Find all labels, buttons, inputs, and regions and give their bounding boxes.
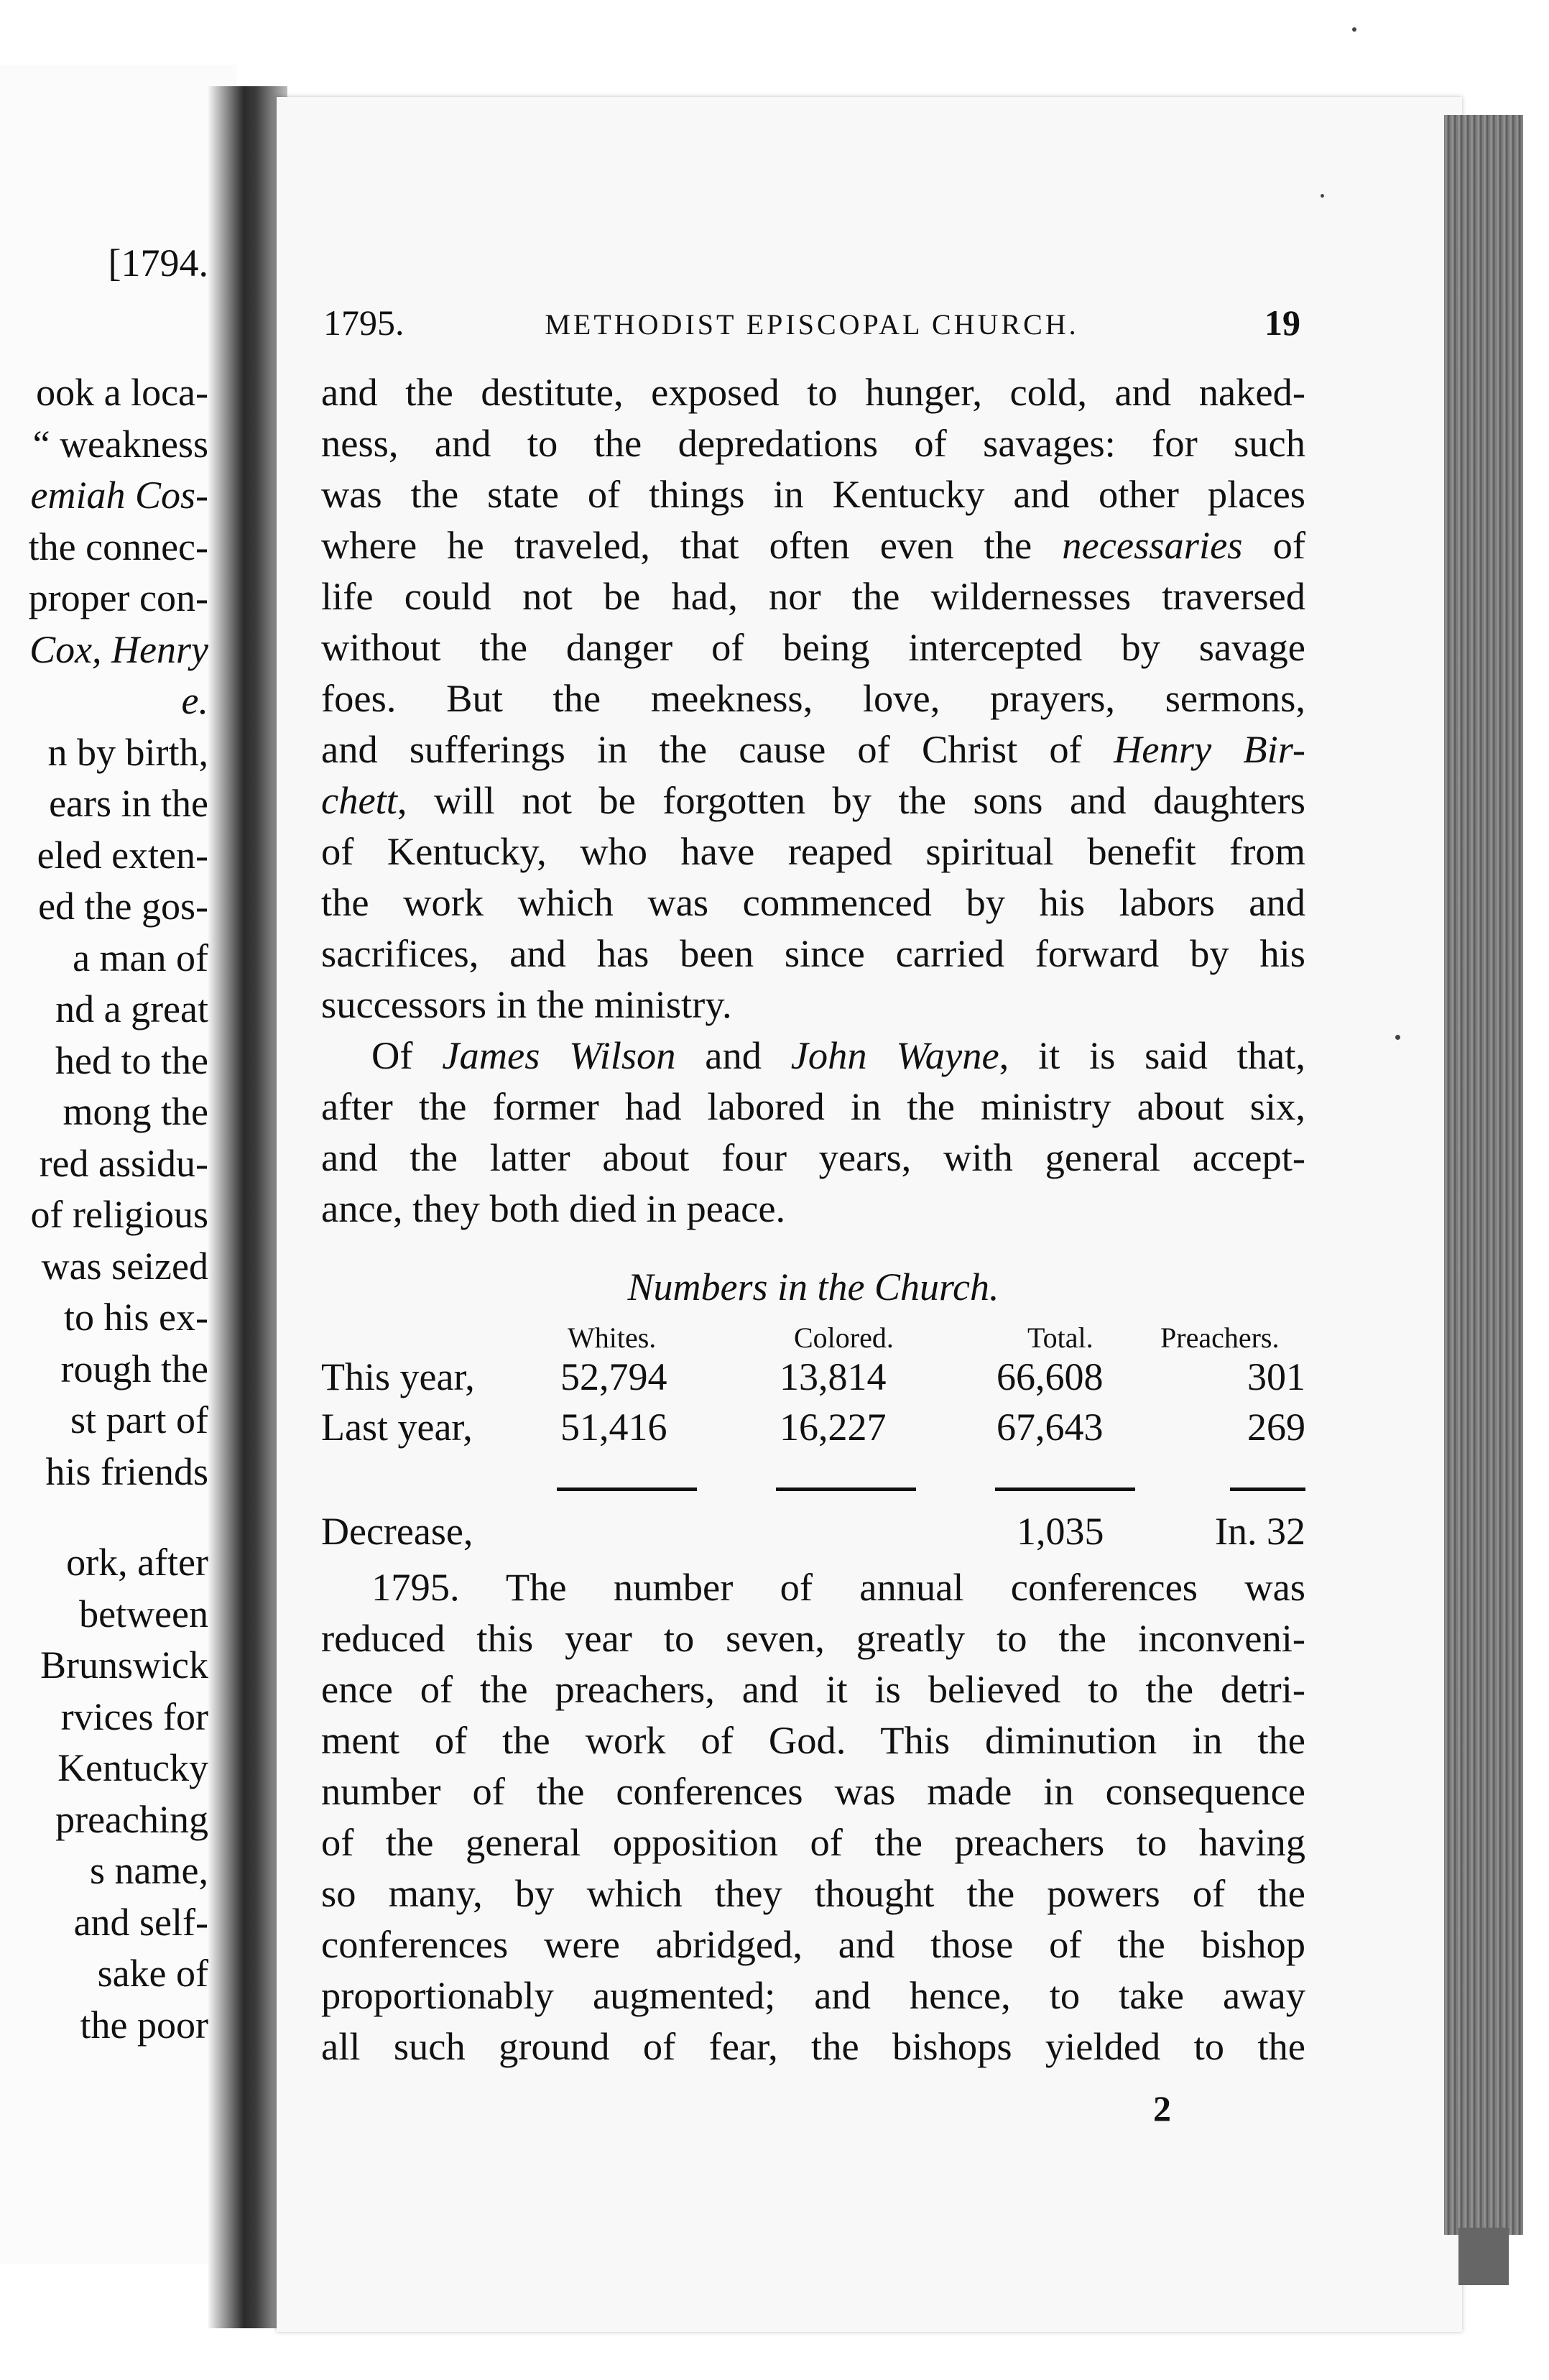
left-page-line: e. xyxy=(181,679,208,722)
cell-colored: 16,227 xyxy=(780,1406,887,1449)
text-line: and the destitute, exposed to hunger, cold, and naked- xyxy=(321,370,1305,414)
text-line: ment of the work of God. This diminution in the xyxy=(321,1718,1305,1762)
left-page-line: ed the gos- xyxy=(38,885,208,928)
cell-whites: 52,794 xyxy=(560,1355,667,1398)
sum-rule xyxy=(776,1488,916,1491)
paper-speck xyxy=(1395,1035,1400,1040)
cell-total: 67,643 xyxy=(997,1406,1104,1449)
text-line: ence of the preachers, and it is believed to the detri- xyxy=(321,1667,1305,1711)
left-page-line: ears in the xyxy=(49,782,208,825)
table-row xyxy=(321,1405,1305,1455)
left-page-line: emiah Cos- xyxy=(30,474,208,517)
left-page-header-year: [1794. xyxy=(108,241,208,285)
column-header-preachers: Preachers. xyxy=(1160,1322,1280,1354)
left-page-line: eled exten- xyxy=(37,833,208,877)
left-page-line: Cox, Henry xyxy=(29,627,208,671)
left-page-line: “ weakness xyxy=(32,422,208,466)
left-page-line: of religious xyxy=(30,1193,208,1236)
header-year: 1795. xyxy=(323,303,404,343)
text-line: without the danger of being intercepted by savage xyxy=(321,625,1305,669)
body-text-continued xyxy=(321,1562,1305,2072)
left-page-line: hed to the xyxy=(55,1038,208,1082)
left-page-line: was seized xyxy=(41,1244,208,1288)
cell-whites: 51,416 xyxy=(560,1406,667,1449)
left-page-line: Kentucky xyxy=(57,1746,208,1789)
text-line: of the general opposition of the preachers to having xyxy=(321,1820,1305,1864)
text-line: conferences were abridged, and those of the bishop xyxy=(321,1922,1305,1966)
column-header-whites: Whites. xyxy=(568,1322,657,1354)
text-line: number of the conferences was made in consequence xyxy=(321,1769,1305,1813)
left-page-line: s name, xyxy=(90,1849,208,1892)
text-line: the work which was commenced by his labors and xyxy=(321,880,1305,924)
text-line: where he traveled, that often even the necessaries of xyxy=(321,523,1305,567)
left-page-line: mong the xyxy=(63,1090,208,1133)
left-page-line: red assidu- xyxy=(39,1141,208,1185)
text-line: sacrifices, and has been since carried forward by his xyxy=(321,931,1305,975)
text-line: Of James Wilson and John Wayne, it is said that, xyxy=(371,1033,1305,1077)
left-page-line: his friends xyxy=(45,1449,208,1493)
text-line: and the latter about four years, with general accept- xyxy=(321,1135,1305,1179)
column-header-total: Total. xyxy=(1027,1322,1093,1354)
left-page-line: n by birth, xyxy=(47,730,208,774)
text-line: successors in the ministry. xyxy=(321,982,732,1026)
text-line: ance, they both died in peace. xyxy=(321,1186,786,1230)
left-page-line: and self- xyxy=(73,1900,208,1944)
left-page-fragment xyxy=(0,65,237,2264)
table-title: Numbers in the Church. xyxy=(627,1265,999,1309)
summary-preachers: In. 32 xyxy=(1215,1510,1305,1553)
left-page-line: nd a great xyxy=(55,987,208,1030)
left-page-line: st part of xyxy=(70,1398,208,1442)
left-page-line: a man of xyxy=(73,936,208,979)
page-number: 19 xyxy=(1264,303,1300,343)
cell-preachers: 269 xyxy=(1247,1406,1305,1449)
sum-rule xyxy=(557,1488,697,1491)
left-page-line: preaching xyxy=(55,1797,208,1841)
sum-rule xyxy=(1230,1488,1305,1491)
text-line: after the former had labored in the ministry about six, xyxy=(321,1084,1305,1128)
page-edge-bottom xyxy=(1458,2228,1509,2285)
header-title: METHODIST EPISCOPAL CHURCH. xyxy=(545,308,1079,341)
running-header xyxy=(323,302,1300,352)
text-line: chett, will not be forgotten by the sons and daughters xyxy=(321,778,1305,822)
paper-speck xyxy=(1352,27,1356,32)
left-page-line: rvices for xyxy=(60,1694,208,1738)
text-line: of Kentucky, who have reaped spiritual benefit from xyxy=(321,829,1305,873)
page-edge xyxy=(1444,115,1523,2235)
cell-preachers: 301 xyxy=(1247,1355,1305,1398)
left-page-line: ork, after xyxy=(66,1541,208,1584)
text-line: proportionably augmented; and hence, to take away xyxy=(321,1973,1305,2017)
text-line: ness, and to the depredations of savages: for such xyxy=(321,421,1305,465)
left-page-line: ook a loca- xyxy=(36,371,208,414)
left-page-line: the connec- xyxy=(28,525,208,568)
sum-rule xyxy=(995,1488,1135,1491)
text-line: 1795. The number of annual conferences was xyxy=(371,1565,1305,1609)
book-gutter-shadow xyxy=(208,86,287,2328)
text-line: so many, by which they thought the powers of the xyxy=(321,1871,1305,1915)
left-page-line: the poor xyxy=(80,2003,208,2047)
row-label: Last year, xyxy=(321,1406,473,1449)
body-text xyxy=(321,366,1305,1234)
text-line: life could not be had, nor the wildernesses traversed xyxy=(321,574,1305,618)
left-page-line: between xyxy=(79,1592,208,1636)
summary-total: 1,035 xyxy=(1017,1510,1104,1553)
left-page-line: sake of xyxy=(97,1952,208,1995)
summary-label: Decrease, xyxy=(321,1510,473,1553)
text-line: was the state of things in Kentucky and other places xyxy=(321,472,1305,516)
column-header-colored: Colored. xyxy=(794,1322,894,1354)
table-summary-row xyxy=(321,1509,1305,1559)
text-line: reduced this year to seven, greatly to the inconveni- xyxy=(321,1616,1305,1660)
table-row xyxy=(321,1355,1305,1405)
text-line: all such ground of fear, the bishops yielded to the xyxy=(321,2024,1305,2068)
signature-mark: 2 xyxy=(1153,2088,1171,2128)
text-line: foes. But the meekness, love, prayers, sermons, xyxy=(321,676,1305,720)
cell-total: 66,608 xyxy=(997,1355,1104,1398)
paper-speck xyxy=(1321,194,1324,198)
left-page-line: to his ex- xyxy=(64,1296,208,1339)
row-label: This year, xyxy=(321,1355,475,1398)
cell-colored: 13,814 xyxy=(780,1355,887,1398)
left-page-line: rough the xyxy=(60,1347,208,1390)
left-page-line: Brunswick xyxy=(40,1643,208,1687)
text-line: and sufferings in the cause of Christ of Henry Bir- xyxy=(321,727,1305,771)
left-page-line: proper con- xyxy=(28,576,208,619)
